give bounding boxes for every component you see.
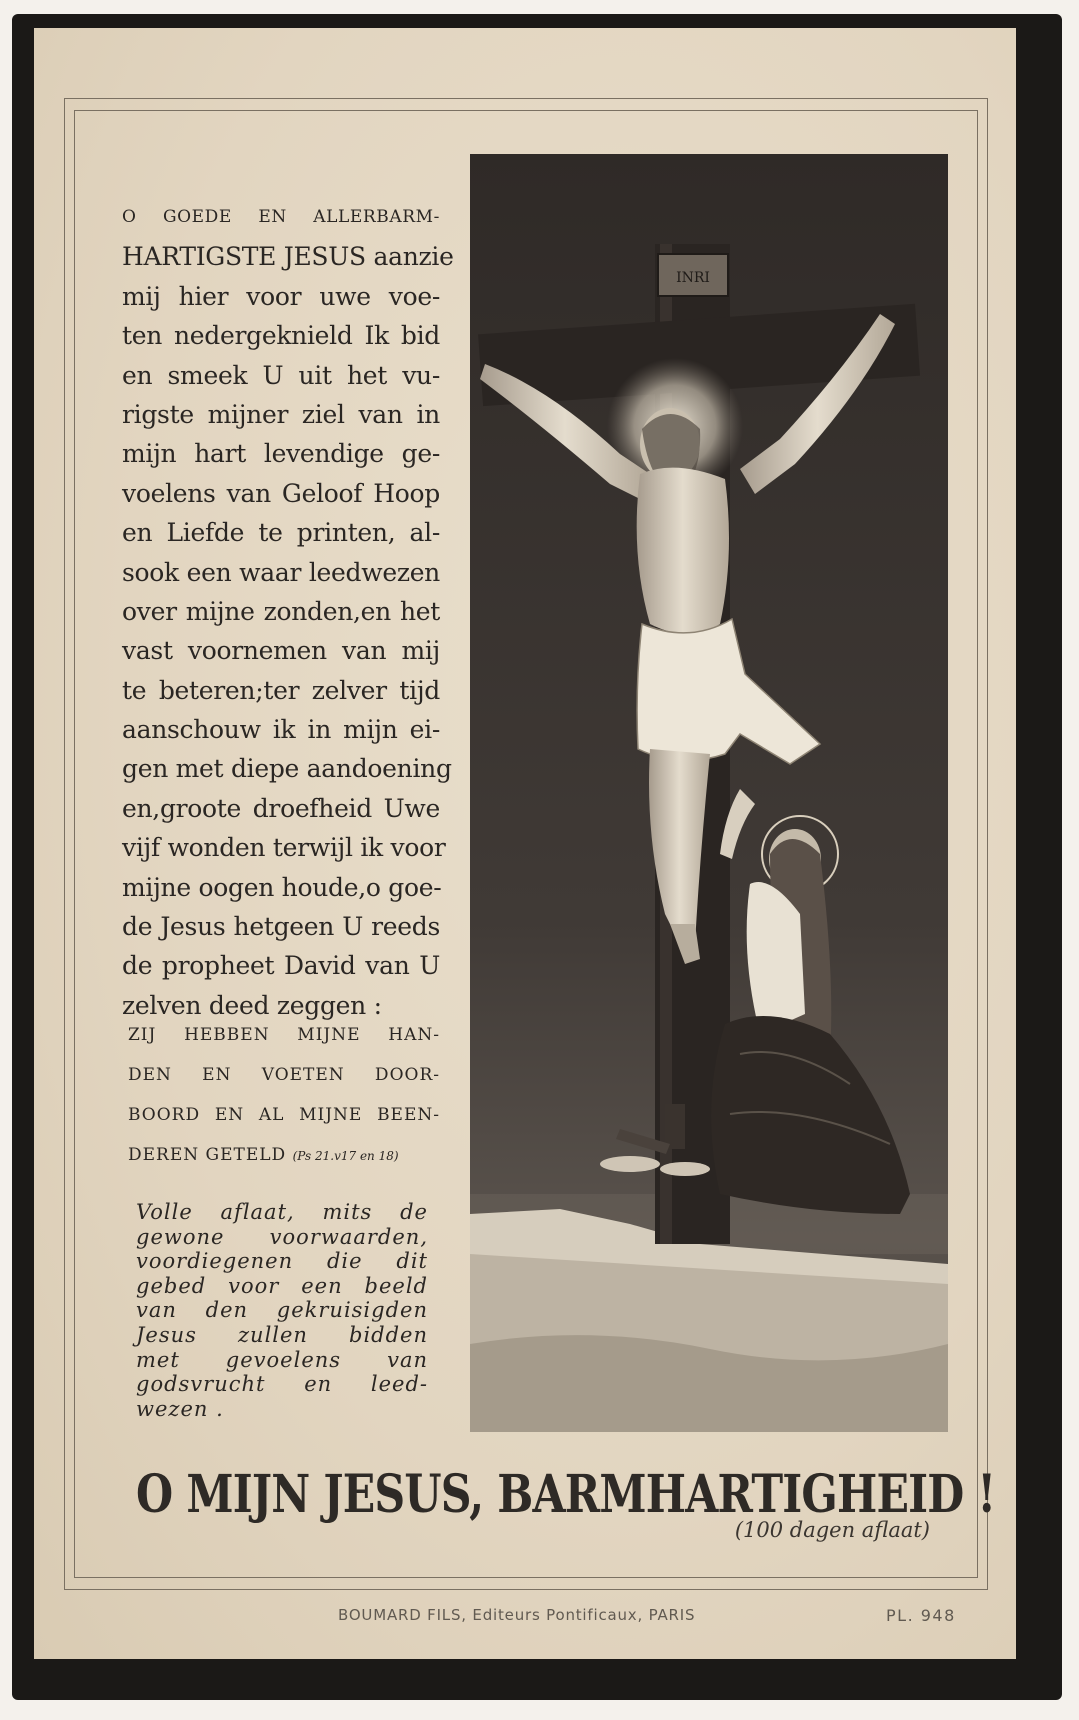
- indulgence-line: Volle aflaat, mits de: [136, 1200, 428, 1224]
- scripture-line: BOORD EN AL MIJNE BEEN-: [128, 1105, 440, 1125]
- publisher-imprint: BOUMARD FILS, Editeurs Pontificaux, PARIS: [338, 1606, 696, 1624]
- prayer-line: O GOEDE EN ALLERBARM-: [122, 207, 440, 227]
- indulgence-line: Jesus zullen bidden: [136, 1322, 428, 1347]
- bottom-title: O MIJN JESUS, BARMHARTIGHEID !: [136, 1464, 996, 1525]
- prayer-line: en smeek U uit het vu-: [122, 360, 440, 390]
- prayer-line: ten nedergeknield Ik bid: [122, 321, 440, 351]
- prayer-line: de propheet David van U: [122, 951, 440, 981]
- scripture-line: DEREN GETELD: [128, 1145, 287, 1165]
- prayer-line: mijn hart levendige ge-: [122, 439, 440, 469]
- prayer-line: vijf wonden terwijl ik voor: [122, 833, 446, 863]
- indulgence-line: voordiegenen die dit: [136, 1249, 428, 1274]
- indulgence-note: [136, 1200, 428, 1421]
- prayer-line: vast voornemen van mij: [122, 636, 440, 666]
- indulgence-line: van den gekruisigden: [136, 1298, 428, 1323]
- prayer-line: de Jesus hetgeen U reeds: [122, 912, 440, 942]
- indulgence-line: gebed voor een beeld: [136, 1273, 428, 1298]
- prayer-line: voelens van Geloof Hoop: [122, 478, 440, 508]
- svg-text:INRI: INRI: [676, 270, 710, 286]
- scripture-reference: (Ps 21.v17 en 18): [292, 1149, 399, 1163]
- plate-number: PL. 948: [886, 1606, 956, 1625]
- prayer-line: over mijne zonden,en het: [122, 596, 440, 626]
- prayer-line: zelven deed zeggen :: [122, 990, 382, 1020]
- scripture-quote: [128, 1015, 440, 1175]
- prayer-line: en Liefde te printen, al-: [122, 518, 440, 548]
- prayer-line: aanschouw ik in mijn ei-: [122, 715, 440, 745]
- prayer-line: rigste mijner ziel van in: [122, 399, 440, 429]
- crucifixion-engraving-icon: [470, 154, 948, 1432]
- prayer-line: sook een waar leedwezen: [122, 557, 440, 587]
- scripture-line-last: [128, 1135, 440, 1175]
- prayer-line: te beteren;ter zelver tijd: [122, 675, 440, 705]
- indulgence-line: godsvrucht en leed-: [136, 1372, 428, 1397]
- crucifixion-engraving: [470, 154, 948, 1432]
- prayer-line: mij hier voor uwe voe-: [122, 281, 440, 311]
- indulgence-line: met gevoelens van: [136, 1347, 428, 1372]
- prayer-text: [122, 198, 454, 1025]
- prayer-line: gen met diepe aandoening: [122, 754, 452, 784]
- prayer-line: en,groote droefheid Uwe: [122, 793, 440, 823]
- indulgence-subtitle: (100 dagen aflaat): [734, 1518, 930, 1542]
- prayer-line: mijne oogen houde,o goe-: [122, 872, 442, 902]
- scripture-line: DEN EN VOETEN DOOR-: [128, 1065, 440, 1085]
- prayer-line: HARTIGSTE JESUS aanzie: [122, 242, 454, 272]
- scripture-line: ZIJ HEBBEN MIJNE HAN-: [128, 1025, 440, 1045]
- indulgence-line: gewone voorwaarden,: [136, 1224, 428, 1249]
- indulgence-line: wezen .: [136, 1396, 224, 1421]
